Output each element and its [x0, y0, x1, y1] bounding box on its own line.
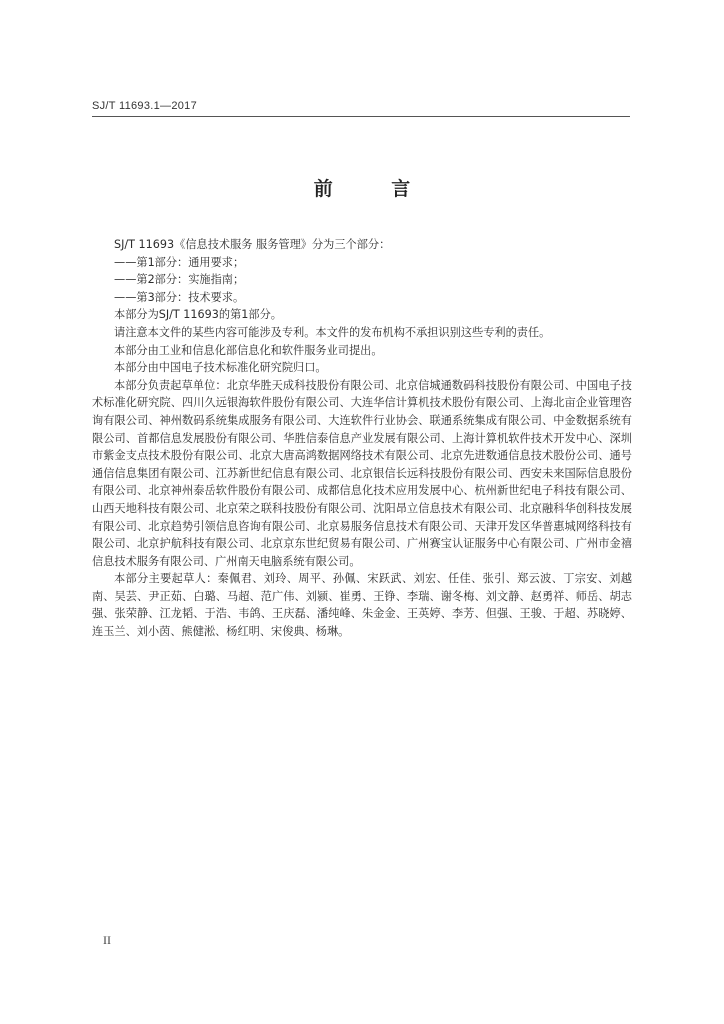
list-item-part1: ——第1部分：通用要求； [114, 255, 245, 269]
paragraph-drafting-units: 本部分负责起草单位：北京华胜天成科技股份有限公司、北京信城通数码科技股份有限公司、中国电子技术标准化研究院、四川久远银海软件股份有限公司、大连华信计算机技术股份有限公司、上海北亩企业管理咨询有限公司、神州数码系统集成服务有限公司、大连软件行业协会、联通系统集成有限公司、中金数据系统有限公司、首都信息发展股份有限公司、华胜信泰信息产业发展有限公司、上海计算机软件技术开发中心、深圳市紫金支点技术股份有限公司、北京大唐高鸿数据网络技术有限公司、北京先进数通信息技术股份公司、通号通信信息集团有限公司、江苏新世纪信息有限公司、北京银信长远科技股份有限公司、西安未来国际信息股份有限公司、北京神州泰岳软件股份有限公司、成都信息化技术应用发展中心、杭州新世纪电子科技有限公司、山西天地科技有限公司、北京荣之联科技股份有限公司、沈阳昂立信息技术有限公司、北京融科华创科技发展有限公司、北京趋势引领信息咨询有限公司、北京易服务信息技术有限公司、天津开发区华普惠城网络科技有限公司、北京护航科技有限公司、北京京东世纪贸易有限公司、广州赛宝认证服务中心有限公司、广州市金禧信息技术服务有限公司、广州南天电脑系统有限公司。 [92, 378, 632, 568]
list-item-part2: ——第2部分：实施指南； [114, 273, 245, 287]
paragraph-intro: SJ/T 11693《信息技术服务 服务管理》分为三个部分： [114, 238, 391, 251]
header-divider [92, 116, 630, 117]
standard-code: SJ/T 11693.1—2017 [92, 100, 197, 112]
paragraph-proposer: 本部分由工业和信息化部信息化和软件服务业司提出。 [114, 343, 383, 357]
paragraph-patent-notice: 请注意本文件的某些内容可能涉及专利。本文件的发布机构不承担识别这些专利的责任。 [114, 325, 551, 339]
paragraph-drafters: 本部分主要起草人：秦佩君、刘玲、周平、孙佩、宋跃武、刘宏、任佳、张引、郑云波、丁宗安、刘越南、吴芸、尹正茹、白璐、马超、范广伟、刘颍、崔勇、王铮、李瑞、谢冬梅、刘文静、赵勇祥、师岳、胡志强、张荣静、江龙韬、于浩、韦鸽、王庆磊、潘纯峰、朱金金、王英婷、李芳、但强、王骏、于超、苏晓婷、连玉兰、刘小茵、熊健淞、杨红明、宋俊典、杨琳。 [92, 572, 632, 639]
page-title: 前 言 [313, 178, 437, 200]
paragraph-part-statement: 本部分为SJ/T 11693的第1部分。 [114, 308, 282, 322]
foreword-body [92, 236, 632, 641]
list-item-part3: ——第3部分：技术要求。 [114, 290, 245, 304]
paragraph-administrator: 本部分由中国电子技术标准化研究院归口。 [114, 361, 327, 375]
page-number: II [103, 933, 111, 947]
